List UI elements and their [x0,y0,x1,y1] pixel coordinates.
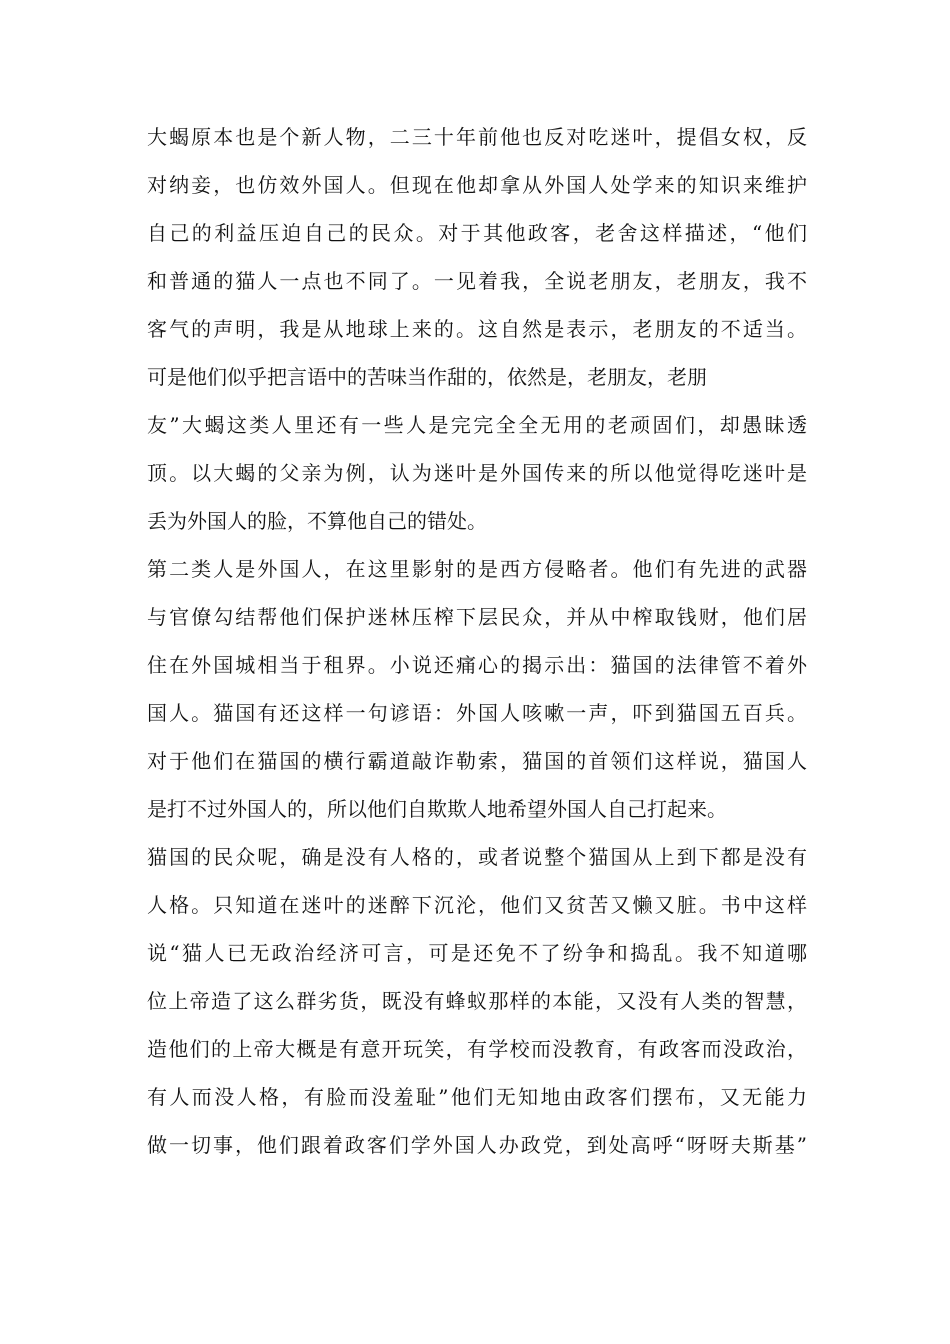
text-line [147,497,807,545]
text-line [147,929,807,977]
text-line [147,401,807,449]
text-line-content: 造他们的上帝大概是有意开玩笑，有学校而没教育，有政客而没政治， [147,1037,807,1061]
text-line-content: 猫国的民众呢，确是没有人格的，或者说整个猫国从上到下都是没有 [147,845,807,869]
text-line [147,593,807,641]
text-line-content: 大蝎原本也是个新人物，二三十年前他也反对吃迷叶，提倡女权，反 [147,125,807,149]
text-line-content: 国人。猫国有还这样一句谚语：外国人咳嗽一声，吓到猫国五百兵。 [147,701,807,725]
text-line [147,1025,807,1073]
text-line-content: 第二类人是外国人，在这里影射的是西方侵略者。他们有先进的武器 [147,557,807,581]
text-line-content: 是打不过外国人的，所以他们自欺欺人地希望外国人自己打起来。 [147,797,727,821]
text-line [147,545,807,593]
text-line-content: 人格。只知道在迷叶的迷醉下沉沦，他们又贫苦又懒又脏。书中这样 [147,893,807,917]
text-line [147,257,807,305]
text-line [147,881,807,929]
text-line-content: 可是他们似乎把言语中的苦味当作甜的，依然是，老朋友，老朋 [147,365,707,389]
text-line-content: 友”大蝎这类人里还有一些人是完完全全无用的老顽固们，却愚昧透 [147,413,807,437]
text-line-content: 顶。以大蝎的父亲为例，认为迷叶是外国传来的所以他觉得吃迷叶是 [147,461,807,485]
text-line-content: 自己的利益压迫自己的民众。对于其他政客，老舍这样描述，“他们 [147,221,807,245]
text-line-content: 丢为外国人的脸，不算他自己的错处。 [147,509,487,533]
text-line [147,353,807,401]
text-line [147,1073,807,1121]
text-line-content: 做一切事，他们跟着政客们学外国人办政党，到处高呼“呀呀夫斯基” [147,1133,807,1157]
text-line-content: 客气的声明，我是从地球上来的。这自然是表示，老朋友的不适当。 [147,317,807,341]
text-line [147,689,807,737]
text-line-content: 住在外国城相当于租界。小说还痛心的揭示出：猫国的法律管不着外 [147,653,807,677]
text-line-content: 对于他们在猫国的横行霸道敲诈勒索，猫国的首领们这样说，猫国人 [147,749,807,773]
text-line-content: 位上帝造了这么群劣货，既没有蜂蚁那样的本能，又没有人类的智慧， [147,989,807,1013]
text-line [147,977,807,1025]
text-line-content: 和普通的猫人一点也不同了。一见着我，全说老朋友，老朋友，我不 [147,269,807,293]
text-line [147,113,807,161]
body-text [147,113,807,1169]
text-line-content: 与官僚勾结帮他们保护迷林压榨下层民众，并从中榨取钱财，他们居 [147,605,807,629]
text-line [147,305,807,353]
text-line [147,737,807,785]
text-line-content: 说“猫人已无政治经济可言，可是还免不了纷争和捣乱。我不知道哪 [147,941,807,965]
text-line-content: 有人而没人格，有脸而没羞耻”他们无知地由政客们摆布，又无能力 [147,1085,807,1109]
text-line [147,209,807,257]
text-line [147,449,807,497]
text-line [147,1121,807,1169]
text-line [147,641,807,689]
text-line [147,785,807,833]
text-line [147,833,807,881]
text-line [147,161,807,209]
text-line-content: 对纳妾，也仿效外国人。但现在他却拿从外国人处学来的知识来维护 [147,173,807,197]
